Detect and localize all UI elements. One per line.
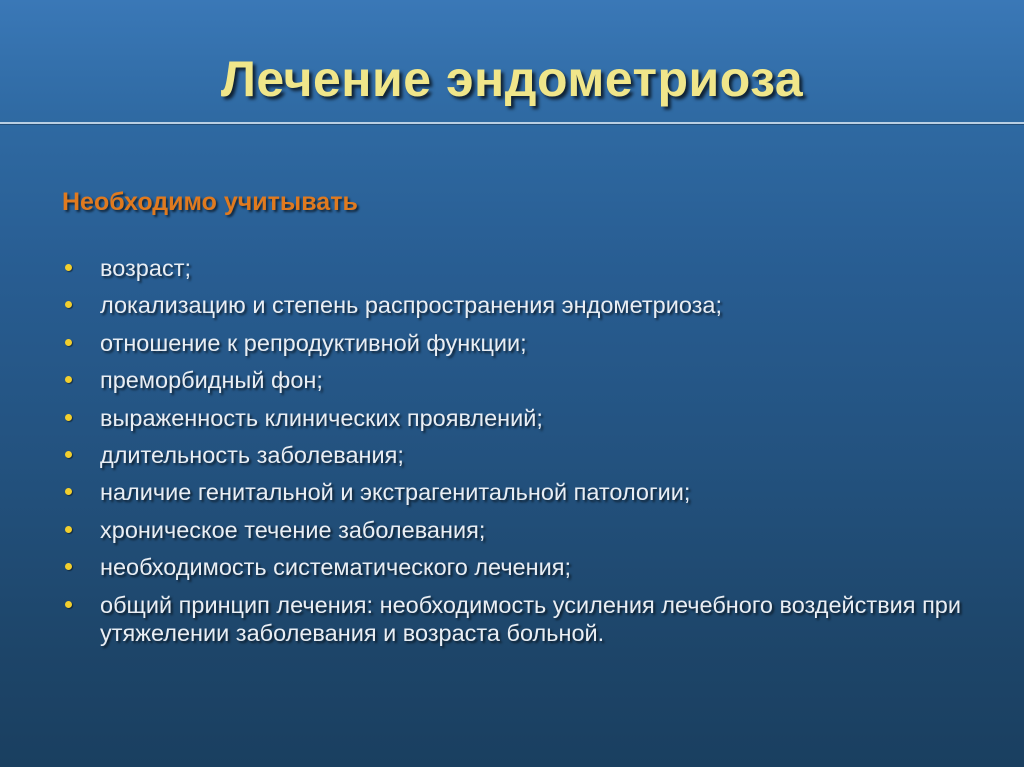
list-item xyxy=(62,591,962,647)
bullet-icon xyxy=(65,601,72,608)
slide-title: Лечение эндометриоза xyxy=(220,51,804,107)
list-item xyxy=(62,291,962,319)
list-item-text: общий принцип лечения: необходимость усиления лечебного воздействия при утяжелении заболевания и возраста больной. xyxy=(100,591,961,646)
list-item xyxy=(62,329,962,357)
slide-subtitle: Необходимо учитывать xyxy=(62,188,358,216)
bullet-icon xyxy=(65,563,72,570)
list-item xyxy=(62,441,962,469)
bullet-icon xyxy=(65,339,72,346)
list-item-text: наличие генитальной и экстрагенитальной патологии; xyxy=(100,479,691,506)
title-divider xyxy=(0,122,1024,124)
bullet-icon xyxy=(65,414,72,421)
list-item xyxy=(62,254,962,282)
list-item-text: выраженность клинических проявлений; xyxy=(100,404,543,431)
list-item xyxy=(62,553,962,581)
bullet-list xyxy=(62,254,962,656)
bullet-icon xyxy=(65,488,72,495)
list-item-text: возраст; xyxy=(100,255,191,281)
bullet-icon xyxy=(65,301,72,308)
bullet-icon xyxy=(65,526,72,533)
list-item xyxy=(62,516,962,544)
bullet-icon xyxy=(65,451,72,458)
list-item xyxy=(62,404,962,432)
bullet-icon xyxy=(65,376,72,383)
list-item-text: необходимость систематического лечения; xyxy=(100,554,571,581)
list-item-text: преморбидный фон; xyxy=(100,367,323,394)
list-item-text: длительность заболевания; xyxy=(100,441,404,468)
bullet-icon xyxy=(65,264,72,271)
list-item xyxy=(62,478,962,506)
list-item-text: хроническое течение заболевания; xyxy=(100,516,486,543)
list-item-text: локализацию и степень распространения эндометриоза; xyxy=(100,292,723,319)
list-item xyxy=(62,366,962,394)
list-item-text: отношение к репродуктивной функции; xyxy=(100,329,527,356)
